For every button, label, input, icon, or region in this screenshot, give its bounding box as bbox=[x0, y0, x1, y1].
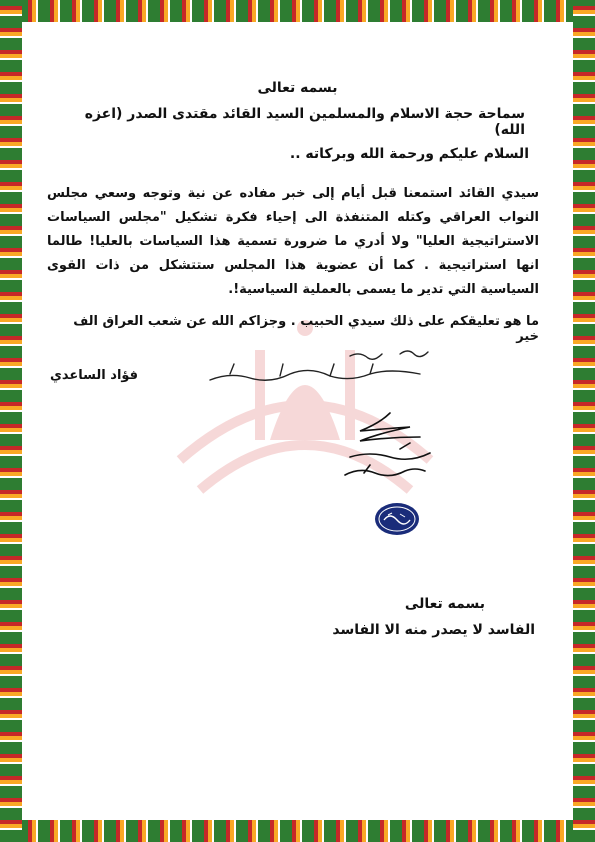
addressee-line: سماحة حجة الاسلام والمسلمين السيد القائد مقتدى الصدر (اعزه الله) bbox=[84, 106, 525, 138]
reply-basmala: بسمه تعالى bbox=[404, 596, 485, 612]
decorative-border-bottom bbox=[0, 820, 595, 842]
decorative-border-top bbox=[0, 0, 595, 22]
decorative-border-left bbox=[0, 0, 22, 842]
greeting-line: السلام عليكم ورحمة الله وبركاته .. bbox=[289, 146, 529, 162]
handwritten-signature bbox=[330, 405, 440, 495]
sender-name: فؤاد الساعدي bbox=[50, 368, 139, 383]
decorative-border-right bbox=[573, 0, 595, 842]
reply-motto: الفاسد لا يصدر منه الا الفاسد bbox=[332, 622, 535, 638]
handwritten-reply-scribble bbox=[200, 340, 440, 390]
basmala-heading: بسمه تعالى bbox=[257, 80, 338, 96]
blue-seal-stamp-icon bbox=[374, 502, 420, 536]
closing-line: ما هو تعليقكم على ذلك سيدي الحبيب . وجزاكم الله عن شعب العراق الف خير bbox=[73, 314, 539, 344]
letter-body: سيدي القائد استمعنا قبل أيام إلى خبر مفاده عن نية وتوجه وسعي مجلس النواب العراقي وكتله المتنفذة الى إحياء فكرة تشكيل "مجلس السياسات الاستراتيجية العليا" ولا أدري ما ضرورة تسمية هذا السياسات بالعليا! طالما انها استراتيجية . كما أن عضوية هذا المجلس ستتشكل من ذات القوى السياسية التي تدير ما يسمى بالعملية السياسية!. bbox=[47, 186, 539, 297]
